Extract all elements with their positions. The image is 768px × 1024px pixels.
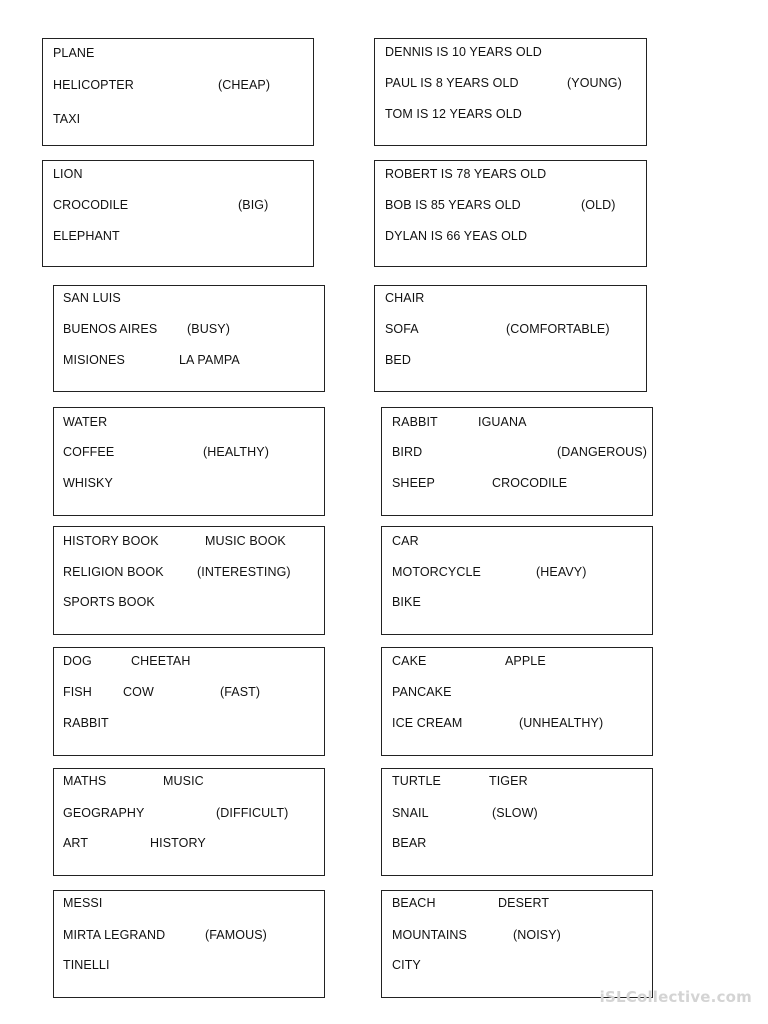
word-card-big: [42, 160, 314, 267]
card-adjective: (FAST): [220, 685, 261, 699]
card-word: MUSIC BOOK: [205, 534, 286, 548]
word-card-old: [374, 160, 647, 267]
card-adjective: (DIFFICULT): [216, 806, 289, 820]
word-card-young: [374, 38, 647, 146]
card-word: BUENOS AIRES: [63, 322, 158, 336]
card-word: CAKE: [392, 654, 427, 668]
card-word: IGUANA: [478, 415, 527, 429]
card-adjective: (BUSY): [187, 322, 230, 336]
card-word: MUSIC: [163, 774, 204, 788]
card-word: LA PAMPA: [179, 353, 240, 367]
card-word: COFFEE: [63, 445, 115, 459]
card-word: TIGER: [489, 774, 528, 788]
card-word: CAR: [392, 534, 419, 548]
card-word: WHISKY: [63, 476, 113, 490]
card-adjective: (YOUNG): [567, 76, 622, 90]
card-adjective: (SLOW): [492, 806, 538, 820]
card-word: FISH: [63, 685, 92, 699]
card-word: CROCODILE: [53, 198, 129, 212]
card-word: PANCAKE: [392, 685, 452, 699]
card-word: RABBIT: [392, 415, 438, 429]
word-card-healthy: [53, 407, 325, 516]
card-word: SNAIL: [392, 806, 429, 820]
card-word: ROBERT IS 78 YEARS OLD: [385, 167, 547, 181]
card-word: RELIGION BOOK: [63, 565, 164, 579]
card-word: HISTORY BOOK: [63, 534, 159, 548]
word-card-comfortable: [374, 285, 647, 392]
word-card-fast: [53, 647, 325, 756]
card-word: DOG: [63, 654, 92, 668]
word-card-heavy: [381, 526, 653, 635]
card-word: TAXI: [53, 112, 81, 126]
card-word: HISTORY: [150, 836, 206, 850]
word-card-difficult: [53, 768, 325, 876]
word-card-interesting: [53, 526, 325, 635]
card-adjective: (NOISY): [513, 928, 561, 942]
card-adjective: (OLD): [581, 198, 616, 212]
card-word: DENNIS IS 10 YEARS OLD: [385, 45, 542, 59]
card-adjective: (COMFORTABLE): [506, 322, 610, 336]
card-word: MESSI: [63, 896, 103, 910]
card-word: CITY: [392, 958, 421, 972]
card-adjective: (BIG): [238, 198, 269, 212]
card-adjective: (HEALTHY): [203, 445, 269, 459]
card-word: MOTORCYCLE: [392, 565, 481, 579]
card-word: TURTLE: [392, 774, 441, 788]
card-word: HELICOPTER: [53, 78, 134, 92]
word-card-cheap: [42, 38, 314, 146]
card-word: MOUNTAINS: [392, 928, 467, 942]
card-word: BEACH: [392, 896, 436, 910]
card-word: BED: [385, 353, 412, 367]
word-card-famous: [53, 890, 325, 998]
card-word: SHEEP: [392, 476, 435, 490]
card-word: MATHS: [63, 774, 107, 788]
card-word: ICE CREAM: [392, 716, 463, 730]
card-word: TINELLI: [63, 958, 110, 972]
card-word: DESERT: [498, 896, 550, 910]
card-adjective: (DANGEROUS): [557, 445, 647, 459]
card-word: BIKE: [392, 595, 421, 609]
word-card-dangerous: [381, 407, 653, 516]
card-word: SOFA: [385, 322, 419, 336]
card-word: DYLAN IS 66 YEAS OLD: [385, 229, 528, 243]
site-watermark: iSLCollective.com: [599, 988, 752, 1006]
card-word: CHAIR: [385, 291, 425, 305]
card-word: ART: [63, 836, 89, 850]
card-word: RABBIT: [63, 716, 109, 730]
card-word: PAUL IS 8 YEARS OLD: [385, 76, 519, 90]
word-card-busy: [53, 285, 325, 392]
card-word: BEAR: [392, 836, 427, 850]
card-word: TOM IS 12 YEARS OLD: [385, 107, 522, 121]
card-word: APPLE: [505, 654, 546, 668]
card-word: COW: [123, 685, 154, 699]
card-word: BOB IS 85 YEARS OLD: [385, 198, 521, 212]
word-card-slow: [381, 768, 653, 876]
card-word: BIRD: [392, 445, 423, 459]
card-adjective: (UNHEALTHY): [519, 716, 604, 730]
card-word: MISIONES: [63, 353, 125, 367]
card-adjective: (FAMOUS): [205, 928, 267, 942]
card-word: WATER: [63, 415, 108, 429]
card-adjective: (INTERESTING): [197, 565, 291, 579]
card-word: LION: [53, 167, 83, 181]
card-word: CHEETAH: [131, 654, 191, 668]
card-adjective: (CHEAP): [218, 78, 271, 92]
card-word: SPORTS BOOK: [63, 595, 155, 609]
card-word: SAN LUIS: [63, 291, 121, 305]
card-word: PLANE: [53, 46, 95, 60]
card-word: GEOGRAPHY: [63, 806, 145, 820]
card-word: ELEPHANT: [53, 229, 120, 243]
card-adjective: (HEAVY): [536, 565, 587, 579]
word-card-unhealthy: [381, 647, 653, 756]
card-word: MIRTA LEGRAND: [63, 928, 166, 942]
word-card-noisy: [381, 890, 653, 998]
card-word: CROCODILE: [492, 476, 568, 490]
